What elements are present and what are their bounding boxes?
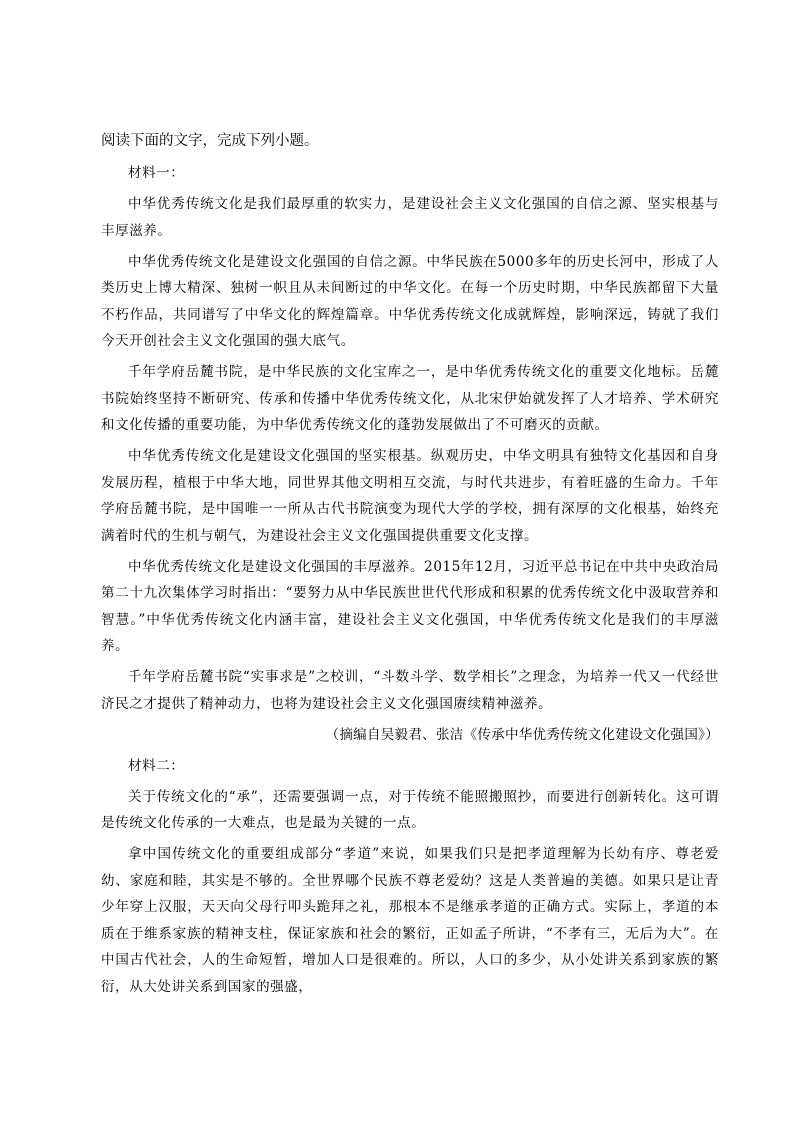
paragraph: 中华优秀传统文化是我们最厚重的软实力，是建设社会主义文化强国的自信之源、坚实根基与丰厚滋养。 (101, 196, 719, 239)
paragraph: 拿中国传统文化的重要组成部分“孝道”来说，如果我们只是把孝道理解为长幼有序、尊老爱幼、家庭和睦，其实是不够的。全世界哪个民族不尊老爱幼？这是人类普遍的美德。如果只是让青少年穿上汉服，天天向父母行叩头跪拜之礼，那根本不是继承孝道的正确方式。实际上，孝道的本质在于维系家族的精神支柱，保证家族和社会的繁衍，正如孟子所讲，“不孝有三，无后为大”。在中国古代社会，人的生命短暂，增加人口是很难的。所以，人口的多少，从小处讲关系到家族的繁衍，从大处讲关系到国家的强盛， (101, 846, 719, 995)
paragraph: 千年学府岳麓书院“实事求是”之校训，“斗数斗学、数学相长”之理念，为培养一代又一代经世济民之才提供了精神动力，也将为建设社会主义文化强国赓续精神滋养。 (101, 669, 719, 712)
material-one-label: 材料一： (128, 165, 185, 181)
paragraph: 中华优秀传统文化是建设文化强国的自信之源。中华民族在5000多年的历史长河中，形成了人类历史上博大精深、独树一帜且从未间断过的中华文化。在每一个历史时期，中华民族都留下大量不朽作品，共同谱写了中华文化的辉煌篇章。中华优秀传统文化成就辉煌，影响深远，铸就了我们今天开创社会主义文化强国的强大底气。 (101, 253, 719, 349)
paragraph: 关于传统文化的“承”，还需要强调一点，对于传统不能照搬照抄，而要进行创新转化。这可谓是传统文化传承的一大难点，也是最为关键的一点。 (101, 788, 719, 831)
paragraph: 千年学府岳麓书院，是中华民族的文化宝库之一，是中华优秀传统文化的重要文化地标。岳麓书院始终坚持不断研究、传承和传播中华优秀传统文化，从北宋伊始就发挥了人才培养、学术研究和文化传播的重要功能，为中华优秀传统文化的蓬勃发展做出了不可磨灭的贡献。 (101, 364, 719, 433)
document-body (101, 130, 719, 1005)
paragraph: 中华优秀传统文化是建设文化强国的坚实根基。纵观历史，中华文明具有独特文化基因和自身发展历程，植根于中华大地，同世界其他文明相互交流，与时代共进步，有着旺盛的生命力。千年学府岳麓书院，是中国唯一一所从古代书院演变为现代大学的学校，拥有深厚的文化根基，始终充满着时代的生机与朝气，为建设社会主义文化强国提供重要文化支撑。 (101, 448, 719, 544)
material-one-source: （摘编自吴毅君、张洁《传承中华优秀传统文化建设文化强国》） (325, 726, 719, 743)
material-two-label: 材料二： (128, 757, 185, 774)
question-heading: 阅读下面的文字，完成下列小题。 (101, 133, 319, 149)
paragraph: 中华优秀传统文化是建设文化强国的丰厚滋养。2015年12月，习近平总书记在中共中央政治局第二十九次集体学习时指出：“要努力从中华民族世世代代形成和积累的优秀传统文化中汲取营养和智慧。”中华优秀传统文化内涵丰富，建设社会主义文化强国，中华优秀传统文化是我们的丰厚滋养。 (101, 558, 719, 654)
